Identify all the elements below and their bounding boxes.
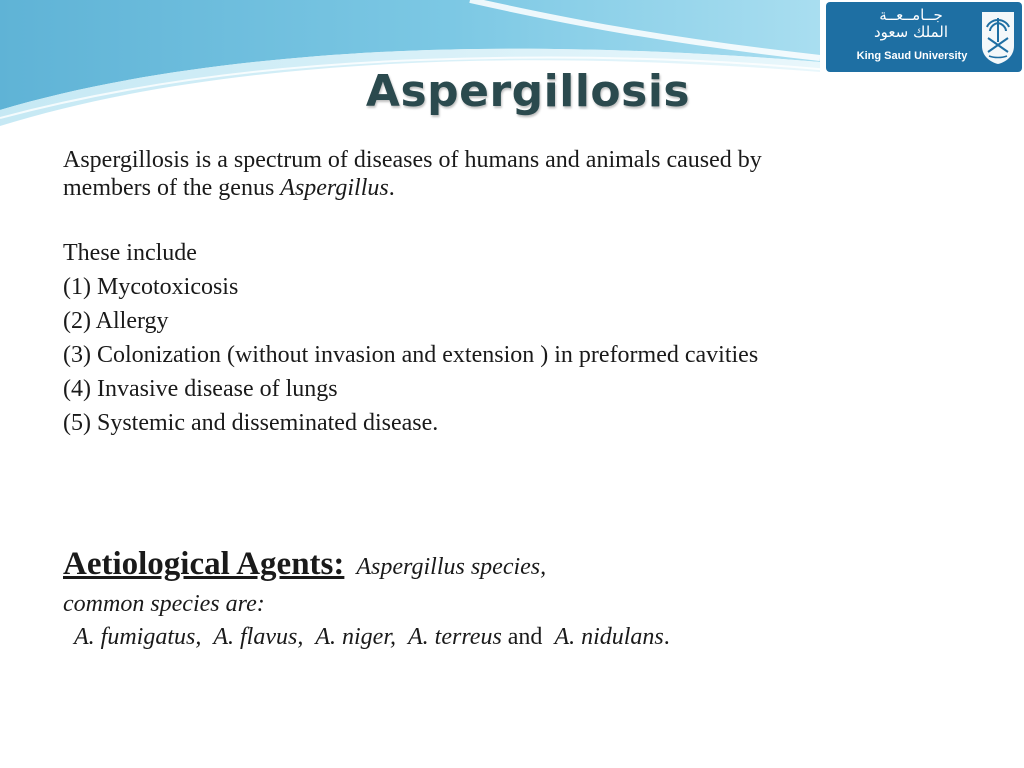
common-species-label: common species are:: [63, 591, 265, 617]
intro-suffix: .: [388, 175, 395, 201]
species-period: .: [663, 624, 670, 650]
species-list: [74, 624, 670, 651]
king-saud-university-logo: [826, 2, 1022, 72]
includes-item-5: (5) Systemic and disseminated disease.: [63, 410, 439, 436]
includes-item-1: (1) Mycotoxicosis: [63, 274, 239, 300]
intro-line-2: [63, 174, 762, 202]
aspergillus-species-lead: Aspergillus species,: [356, 554, 547, 580]
logo-arabic-line-2: الملك سعود: [873, 23, 949, 41]
species-niger: A. niger,: [315, 624, 397, 650]
species-terreus: A. terreus: [408, 624, 502, 650]
logo-arabic-text: [848, 7, 974, 41]
species-fumigatus: A. fumigatus,: [74, 624, 202, 650]
logo-english-text: King Saud University: [856, 50, 968, 62]
includes-item-4: (4) Invasive disease of lungs: [63, 376, 338, 402]
intro-paragraph: [63, 146, 762, 202]
and-word: and: [507, 624, 543, 650]
logo-arabic-line-1: جــامــعــة: [879, 6, 943, 24]
aetiological-agents-line: [63, 546, 546, 583]
intro-prefix: members of the genus: [63, 175, 281, 201]
species-flavus: A. flavus,: [213, 624, 304, 650]
includes-item-2: (2) Allergy: [63, 308, 169, 334]
slide-title: Aspergillosis: [365, 66, 691, 117]
includes-heading: These include: [63, 240, 197, 266]
includes-item-3: (3) Colonization (without invasion and extension ) in preformed cavities: [63, 342, 759, 368]
intro-line-1: Aspergillosis is a spectrum of diseases of humans and animals caused by: [63, 147, 762, 173]
palm-swords-emblem-icon: [978, 8, 1018, 66]
genus-name: Aspergillus: [280, 175, 389, 201]
aetiological-agents-heading: Aetiological Agents:: [63, 546, 345, 582]
species-nidulans: A. nidulans: [554, 624, 664, 650]
